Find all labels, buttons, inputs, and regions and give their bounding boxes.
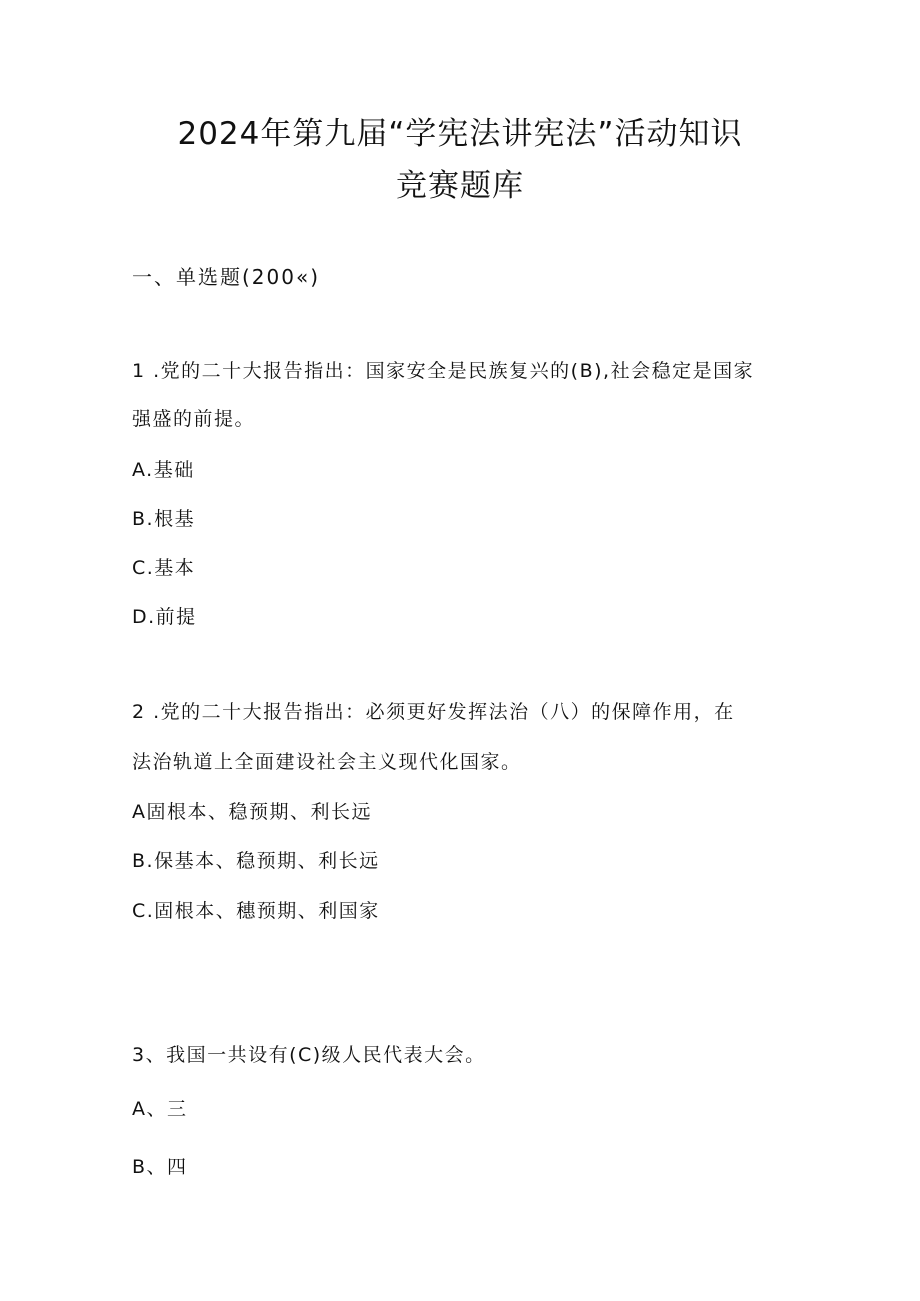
question-2-option-a: A固根本、稳预期、利长远	[132, 801, 372, 823]
document-title-line-1: 2024年第九届“学宪法讲宪法”活动知识	[177, 116, 743, 152]
question-2-option-c: C.固根本、穗预期、利国家	[132, 900, 380, 922]
question-3-text-line-1: 3、我国一共设有(C)级人民代表大会。	[132, 1044, 486, 1066]
question-1-text-line-2: 强盛的前提。	[132, 408, 256, 430]
document-title-line-2: 竞赛题库	[396, 168, 524, 204]
question-2-text-line-2: 法治轨道上全面建设社会主义现代化国家。	[132, 751, 522, 773]
question-2-text-line-1: 2 .党的二十大报告指出：必须更好发挥法治（八）的保障作用，在	[132, 701, 735, 723]
section-heading: 一、单选题(200«)	[132, 265, 321, 289]
question-1-option-b: B.根基	[132, 508, 196, 530]
question-1-option-a: A.基础	[132, 459, 195, 481]
question-3-option-a: A、三	[132, 1098, 188, 1120]
question-2-option-b: B.保基本、稳预期、利长远	[132, 850, 380, 872]
question-1-text-line-1: 1 .党的二十大报告指出：国家安全是民族复兴的(B),社会稳定是国家	[132, 360, 755, 382]
question-1-option-d: D.前提	[132, 606, 197, 628]
question-1-option-c: C.基本	[132, 557, 196, 579]
question-3-option-b: B、四	[132, 1156, 188, 1178]
